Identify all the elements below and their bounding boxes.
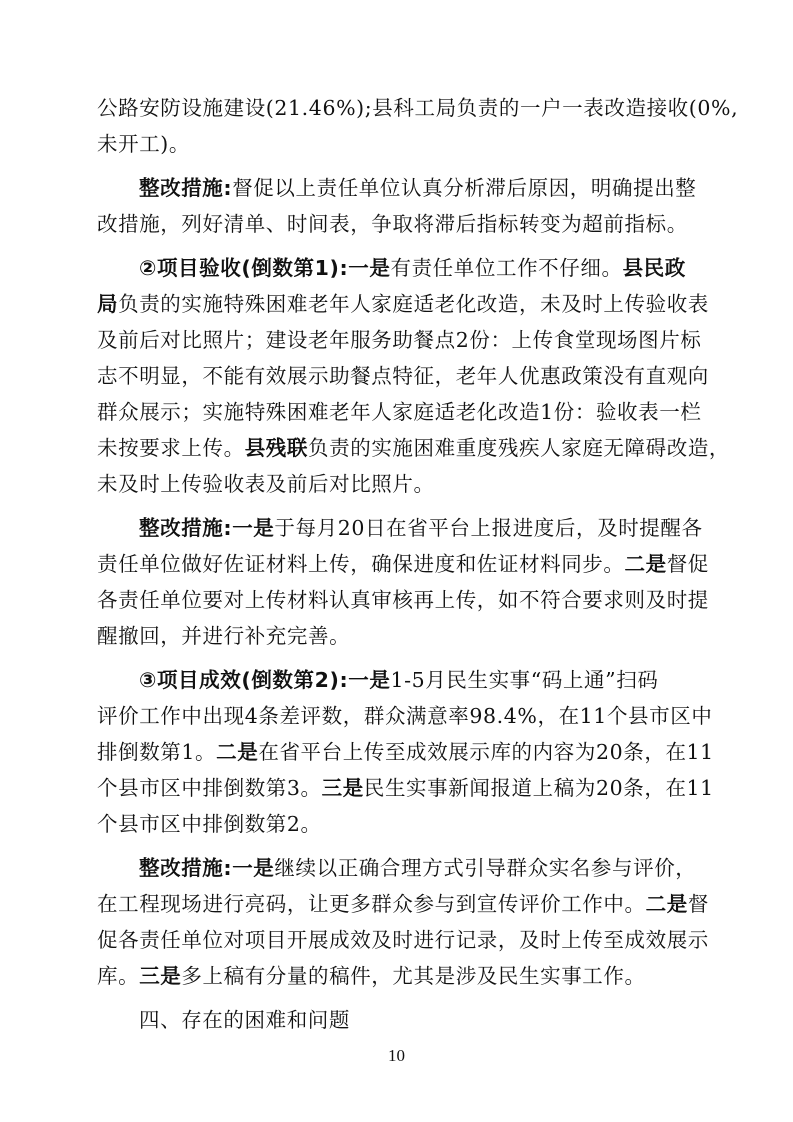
text-run: 未按要求上传。 <box>97 436 245 460</box>
text-run: 评价工作中出现4条差评数，群众满意率98.4%，在11个县市区中 <box>97 704 713 728</box>
text-line <box>97 739 714 765</box>
bold-text-run: 三是 <box>139 964 182 988</box>
text-run: 库。 <box>97 964 140 988</box>
text-run: 个县市区中排倒数第2。 <box>97 812 322 836</box>
bold-text-run: ②项目验收(倒数第1):一是 <box>139 256 391 280</box>
text-run: 负责的实施困难重度残疾人家庭无障碍改造， <box>308 436 731 460</box>
bold-text-run: 整改措施:一是 <box>139 516 275 540</box>
text-line <box>97 775 714 801</box>
bold-text-run: 二是 <box>624 552 667 576</box>
text-run: 公路安防设施建设(21.46%);县科工局负责的一户一表改造接收(0%, <box>97 96 739 120</box>
bold-text-run: ③项目成效(倒数第2):一是 <box>139 668 391 692</box>
text-line <box>97 551 709 577</box>
bold-text-run: 二是 <box>216 740 259 764</box>
text-run: 督促以上责任单位认真分析滞后原因，明确提出整 <box>232 176 697 200</box>
bold-text-run: 整改措施: <box>139 176 233 200</box>
text-line <box>97 891 709 917</box>
text-line <box>139 1007 743 1033</box>
text-line <box>97 363 709 389</box>
text-line <box>97 587 709 613</box>
text-run: 促各责任单位对项目开展成效及时进行记录，及时上传至成效展示 <box>97 928 709 952</box>
text-line <box>139 175 743 201</box>
text-line <box>97 327 701 353</box>
text-line <box>97 399 701 425</box>
text-run: 继续以正确合理方式引导群众实名参与评价， <box>274 856 697 880</box>
text-run: 多上稿有分量的稿件，尤其是涉及民生实事工作。 <box>181 964 646 988</box>
text-run: 及前后对比照片；建设老年服务助餐点2份：上传食堂现场图片标 <box>97 328 702 352</box>
page-number: 10 <box>388 1046 405 1065</box>
text-run: 排倒数第1。 <box>97 740 217 764</box>
text-run: 于每月20日在省平台上报进度后，及时提醒各 <box>274 516 703 540</box>
text-line <box>97 963 701 989</box>
bold-text-run: 二是 <box>645 892 688 916</box>
text-run: 在工程现场进行亮码，让更多群众参与到宣传评价工作中。 <box>97 892 646 916</box>
text-line <box>97 623 701 649</box>
text-line <box>139 855 743 881</box>
bold-text-run: 整改措施:一是 <box>139 856 275 880</box>
text-run: 有责任单位工作不仔细。 <box>390 256 623 280</box>
text-line <box>139 255 743 281</box>
text-line <box>139 515 743 541</box>
text-line <box>139 667 743 693</box>
bold-text-run: 局 <box>97 292 119 316</box>
text-run: 负责的实施特殊困难老年人家庭适老化改造，未及时上传验收表 <box>118 292 709 316</box>
text-line <box>97 703 713 729</box>
text-run: 各责任单位要对上传材料认真审核再上传，如不符合要求则及时提 <box>97 588 709 612</box>
bold-text-run: 县残联 <box>244 436 309 460</box>
text-line <box>97 927 709 953</box>
text-run: 1-5月民生实事“码上通”扫码 <box>390 668 659 692</box>
text-run: 醒撤回，并进行补充完善。 <box>97 624 351 648</box>
text-run: 改措施，列好清单、时间表，争取将滞后指标转变为超前指标。 <box>97 212 688 236</box>
bold-text-run: 三是 <box>321 776 364 800</box>
text-line <box>97 211 701 237</box>
text-line <box>97 811 701 837</box>
text-line <box>97 291 709 317</box>
text-line <box>97 435 731 461</box>
text-run: 民生实事新闻报道上稿为20条，在11 <box>363 776 714 800</box>
text-line <box>97 95 739 121</box>
text-run: 督 <box>687 892 709 916</box>
text-run: 督促 <box>666 552 709 576</box>
text-run: 在省平台上传至成效展示库的内容为20条，在11 <box>258 740 714 764</box>
text-run: 志不明显，不能有效展示助餐点特征，老年人优惠政策没有直观向 <box>97 364 709 388</box>
text-run: 未及时上传验收表及前后对比照片。 <box>97 472 435 496</box>
text-run: 责任单位做好佐证材料上传，确保进度和佐证材料同步。 <box>97 552 625 576</box>
text-line <box>97 471 701 497</box>
text-run: 个县市区中排倒数第3。 <box>97 776 322 800</box>
text-run: 未开工)。 <box>97 132 190 156</box>
section-heading: 四、存在的困难和问题 <box>139 1008 350 1032</box>
bold-text-run: 县民政 <box>622 256 686 280</box>
text-line <box>97 131 701 157</box>
text-run: 群众展示；实施特殊困难老年人家庭适老化改造1份：验收表一栏 <box>97 400 702 424</box>
